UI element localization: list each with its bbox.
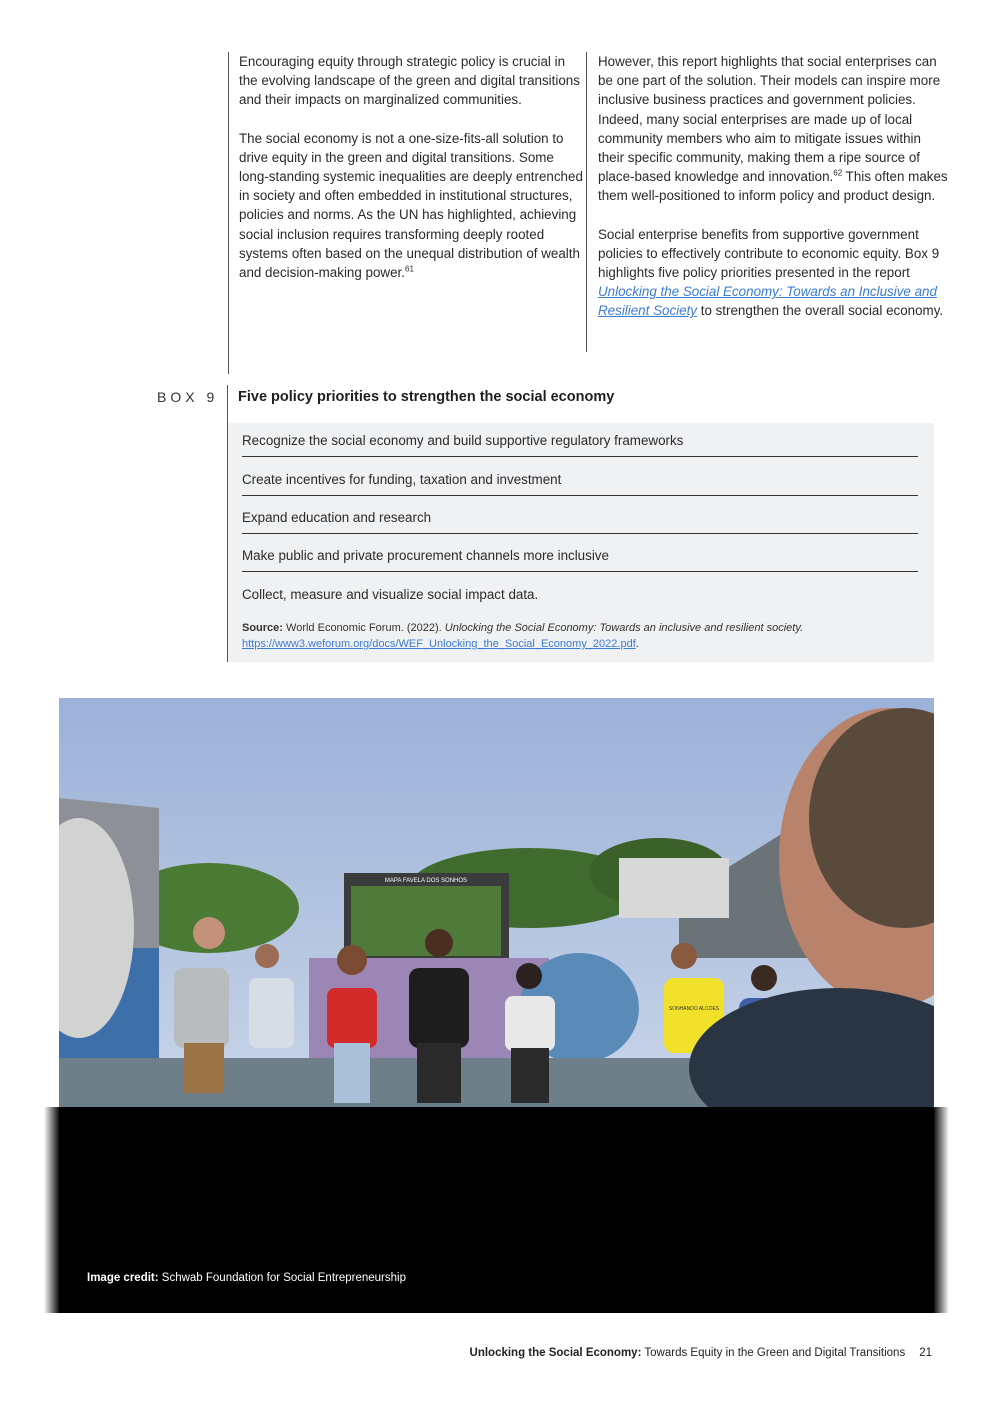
right-column [586,52,948,352]
priority-item: Make public and private procurement channels more inclusive [242,548,918,572]
box-source: Source: World Economic Forum. (2022). Unlocking the Social Economy: Towards an inclusive and resilient society. https://www3.weforum.org/docs/WEF_Unlocking_the_Social_Economy_2022.pdf. [242,622,804,650]
left-paragraph-2: The social economy is not a one-size-fits-all solution to drive equity in the green and digital transitions. Some long-standing systemic inequalities are deeply entrenched in society and often embedded in institutional structures, policies and norms. As the UN has highlighted, achieving social inclusion requires transforming deeply rooted systems often based on the unequal distribution of wealth and decision-making power.$^{61}$ [239,130,583,281]
image-credit: Image credit: Schwab Foundation for Social Entrepreneurship [87,1272,406,1284]
priority-item: Recognize the social economy and build supportive regulatory frameworks [242,433,918,457]
box-label: BOX 9 [157,389,219,405]
box-title: Five policy priorities to strengthen the social economy [238,389,615,405]
footer-title-rest: Towards Equity in the Green and Digital Transitions [641,1347,906,1359]
report-link[interactable]: Unlocking the Social Economy: Towards an Inclusive and Resilient Society [598,284,937,319]
priority-item: Collect, measure and visualize social impact data. [242,587,539,602]
page-number: 21 [919,1347,932,1359]
box-panel [228,423,934,662]
footer-title-bold: Unlocking the Social Economy: [469,1347,642,1359]
left-column [228,52,585,374]
source-url-link[interactable]: https://www3.weforum.org/docs/WEF_Unlocking_the_Social_Economy_2022.pdf [242,638,636,650]
right-paragraph-2: Social enterprise benefits from supportive government policies to effectively contribute to economic equity. Box 9 highlights five policy priorities presented in the report Unlocking the Social Economy: Towards an Inclusive and Resilient Society to strengthen the overall social economy. [598,226,944,319]
source-label: Source: [242,622,283,634]
photo-illustration [59,698,934,1108]
source-title: Unlocking the Social Economy: Towards an inclusive and resilient society. [444,622,804,634]
footnote-62[interactable]: 62 [833,168,843,178]
priority-item: Expand education and research [242,510,918,534]
sign-text: MAPA FAVELA DOS SONHOS [384,878,468,884]
footnote-61[interactable]: 61 [405,264,414,274]
photo-black-band [44,1107,949,1313]
caption-area [59,1107,934,1313]
page-footer [470,1347,932,1359]
priority-item: Create incentives for funding, taxation and investment [242,472,918,496]
shirt-text: SONHANDO ALCOES [668,1006,720,1012]
left-paragraph-1: Encouraging equity through strategic policy is crucial in the evolving landscape of the green and digital transitions and their impacts on marginalized communities. [239,54,580,108]
group-photo [59,698,934,1108]
right-paragraph-1: However, this report highlights that social enterprises can be one part of the solution. Their models can inspire more inclusive business practices and government policies. Indeed, many social enterprises are made up of local community members who aim to mitigate issues within their specific community, making them a ripe source of place-based knowledge and innovation.$^{62}$ This often makes them well-positioned to inform policy and product design. [598,54,948,204]
